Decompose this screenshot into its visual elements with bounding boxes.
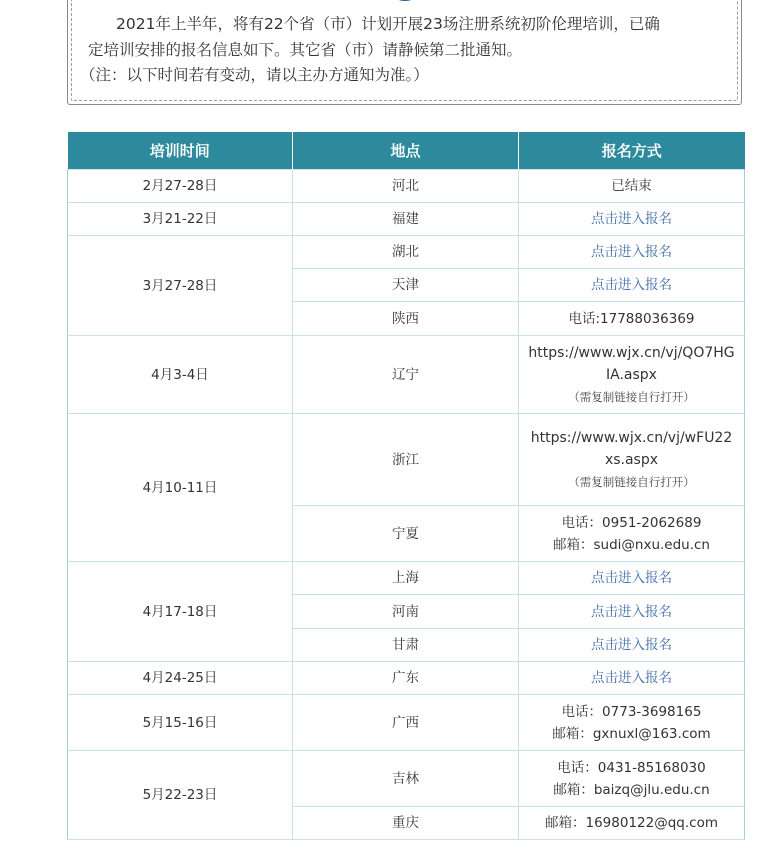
signup-status: 已结束 [519, 170, 745, 203]
place-cell: 广西 [293, 695, 519, 751]
date-cell: 2月27-28日 [68, 170, 293, 203]
place-cell: 河北 [293, 170, 519, 203]
signup-url-line-2[interactable]: xs.aspx [604, 451, 659, 468]
contact-phone: 电话:17788036369 [519, 302, 745, 336]
place-cell: 河南 [293, 595, 519, 629]
signup-link-tianjin[interactable]: 点击进入报名 [591, 277, 672, 293]
copy-link-hint: （需复制链接自行打开） [568, 474, 695, 489]
place-cell: 重庆 [293, 807, 519, 840]
date-cell: 4月3-4日 [68, 336, 293, 414]
table-row [68, 695, 745, 751]
table-header-row [68, 132, 745, 170]
table-row [68, 336, 745, 414]
contact-email: 邮箱：gxnuxl@163.com [552, 725, 711, 742]
signup-url-line-1[interactable]: https://www.wjx.cn/vj/QO7HG [528, 344, 735, 361]
contact-email: 邮箱：sudi@nxu.edu.cn [552, 536, 710, 553]
place-cell: 吉林 [293, 751, 519, 807]
table-row [68, 236, 745, 269]
table-row [68, 562, 745, 595]
schedule-table [67, 132, 745, 840]
notice-box [67, 0, 742, 105]
date-cell: 3月21-22日 [68, 203, 293, 236]
place-cell: 广东 [293, 662, 519, 695]
contact-phone: 电话：0431-85168030 [557, 759, 706, 776]
table-row [68, 751, 745, 807]
date-cell: 3月27-28日 [68, 236, 293, 336]
date-cell: 4月24-25日 [68, 662, 293, 695]
notice-line-3: （注：以下时间若有变动，请以主办方通知为准。） [80, 66, 429, 84]
signup-link-shanghai[interactable]: 点击进入报名 [591, 570, 672, 586]
signup-link-fujian[interactable]: 点击进入报名 [591, 211, 672, 227]
place-cell: 甘肃 [293, 629, 519, 662]
contact-phone: 电话：0773-3698165 [561, 703, 702, 720]
table-row [68, 414, 745, 506]
date-cell: 5月22-23日 [68, 751, 293, 840]
place-cell: 宁夏 [293, 506, 519, 562]
header-date: 培训时间 [68, 132, 293, 170]
signup-url-line-2[interactable]: IA.aspx [606, 366, 657, 383]
signup-link-henan[interactable]: 点击进入报名 [591, 603, 672, 620]
signup-url-line-1[interactable]: https://www.wjx.cn/vj/wFU22 [530, 429, 733, 446]
signup-link-guangdong[interactable]: 点击进入报名 [591, 670, 672, 686]
signup-link-hubei[interactable]: 点击进入报名 [591, 244, 672, 260]
place-cell: 湖北 [293, 236, 519, 269]
date-cell: 4月10-11日 [68, 414, 293, 562]
place-cell: 陕西 [293, 302, 519, 336]
copy-link-hint: （需复制链接自行打开） [568, 389, 695, 404]
signup-link-gansu[interactable]: 点击进入报名 [591, 637, 672, 653]
place-cell: 福建 [293, 203, 519, 236]
contact-phone: 电话：0951-2062689 [561, 514, 702, 531]
date-cell: 5月15-16日 [68, 695, 293, 751]
notice-line-1: 2021年上半年，将有22个省（市）计划开展23场注册系统初阶伦理培训，已确 [116, 15, 660, 33]
place-cell: 浙江 [293, 414, 519, 506]
place-cell: 上海 [293, 562, 519, 595]
table-row [68, 203, 745, 236]
place-cell: 辽宁 [293, 336, 519, 414]
header-signup: 报名方式 [519, 132, 745, 170]
header-place: 地点 [293, 132, 519, 170]
notice-line-2: 定培训安排的报名信息如下。其它省（市）请静候第二批通知。 [88, 41, 523, 59]
contact-email: 邮箱：16980122@qq.com [519, 807, 745, 840]
table-row [68, 170, 745, 203]
date-cell: 4月17-18日 [68, 562, 293, 662]
contact-email: 邮箱：baizq@jlu.edu.cn [553, 781, 710, 798]
place-cell: 天津 [293, 269, 519, 302]
table-row [68, 662, 745, 695]
